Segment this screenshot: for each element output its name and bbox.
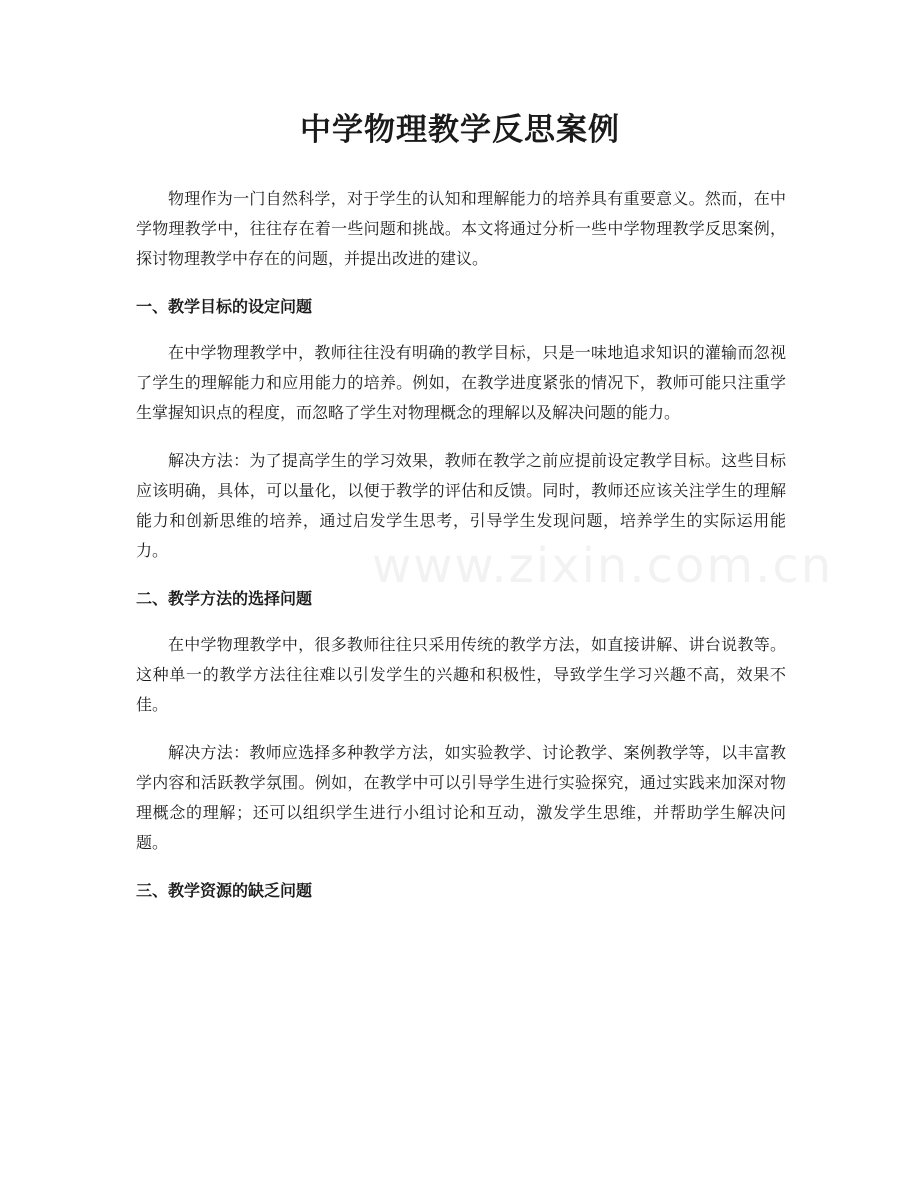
section-1-heading: 一、教学目标的设定问题 (136, 297, 313, 316)
section-2-problem: 在中学物理教学中，很多教师往往只采用传统的教学方法，如直接讲解、讲台说教等。这种单一的教学方法往往难以引发学生的兴趣和积极性，导致学生学习兴趣不高，效果不佳。 (136, 635, 786, 714)
section-1-problem: 在中学物理教学中，教师往往没有明确的教学目标，只是一味地追求知识的灌输而忽视了学生的理解能力和应用能力的培养。例如，在教学进度紧张的情况下，教师可能只注重学生掌握知识点的程度，而忽略了学生对物理概念的理解以及解决问题的能力。 (136, 343, 786, 422)
intro-paragraph: 物理作为一门自然科学，对于学生的认知和理解能力的培养具有重要意义。然而，在中学物理教学中，往往存在着一些问题和挑战。本文将通过分析一些中学物理教学反思案例，探讨物理教学中存在的问题，并提出改进的建议。 (136, 189, 786, 268)
document-body (136, 184, 786, 922)
section-2-heading: 二、教学方法的选择问题 (136, 589, 313, 608)
section-2-solution: 解决方法：教师应选择多种教学方法，如实验教学、讨论教学、案例教学等，以丰富教学内容和活跃教学氛围。例如，在教学中可以引导学生进行实验探究，通过实践来加深对物理概念的理解；还可以组织学生进行小组讨论和互动，激发学生思维，并帮助学生解决问题。 (136, 743, 786, 852)
section-3-heading: 三、教学资源的缺乏问题 (136, 881, 313, 900)
section-1-solution: 解决方法：为了提高学生的学习效果，教师在教学之前应提前设定教学目标。这些目标应该明确，具体，可以量化，以便于教学的评估和反馈。同时，教师还应该关注学生的理解能力和创新思维的培养，通过启发学生思考，引导学生发现问题，培养学生的实际运用能力。 (136, 451, 786, 560)
watermark: www.zixin.com.cn (372, 538, 834, 594)
document-title: 中学物理教学反思案例 (300, 112, 620, 148)
